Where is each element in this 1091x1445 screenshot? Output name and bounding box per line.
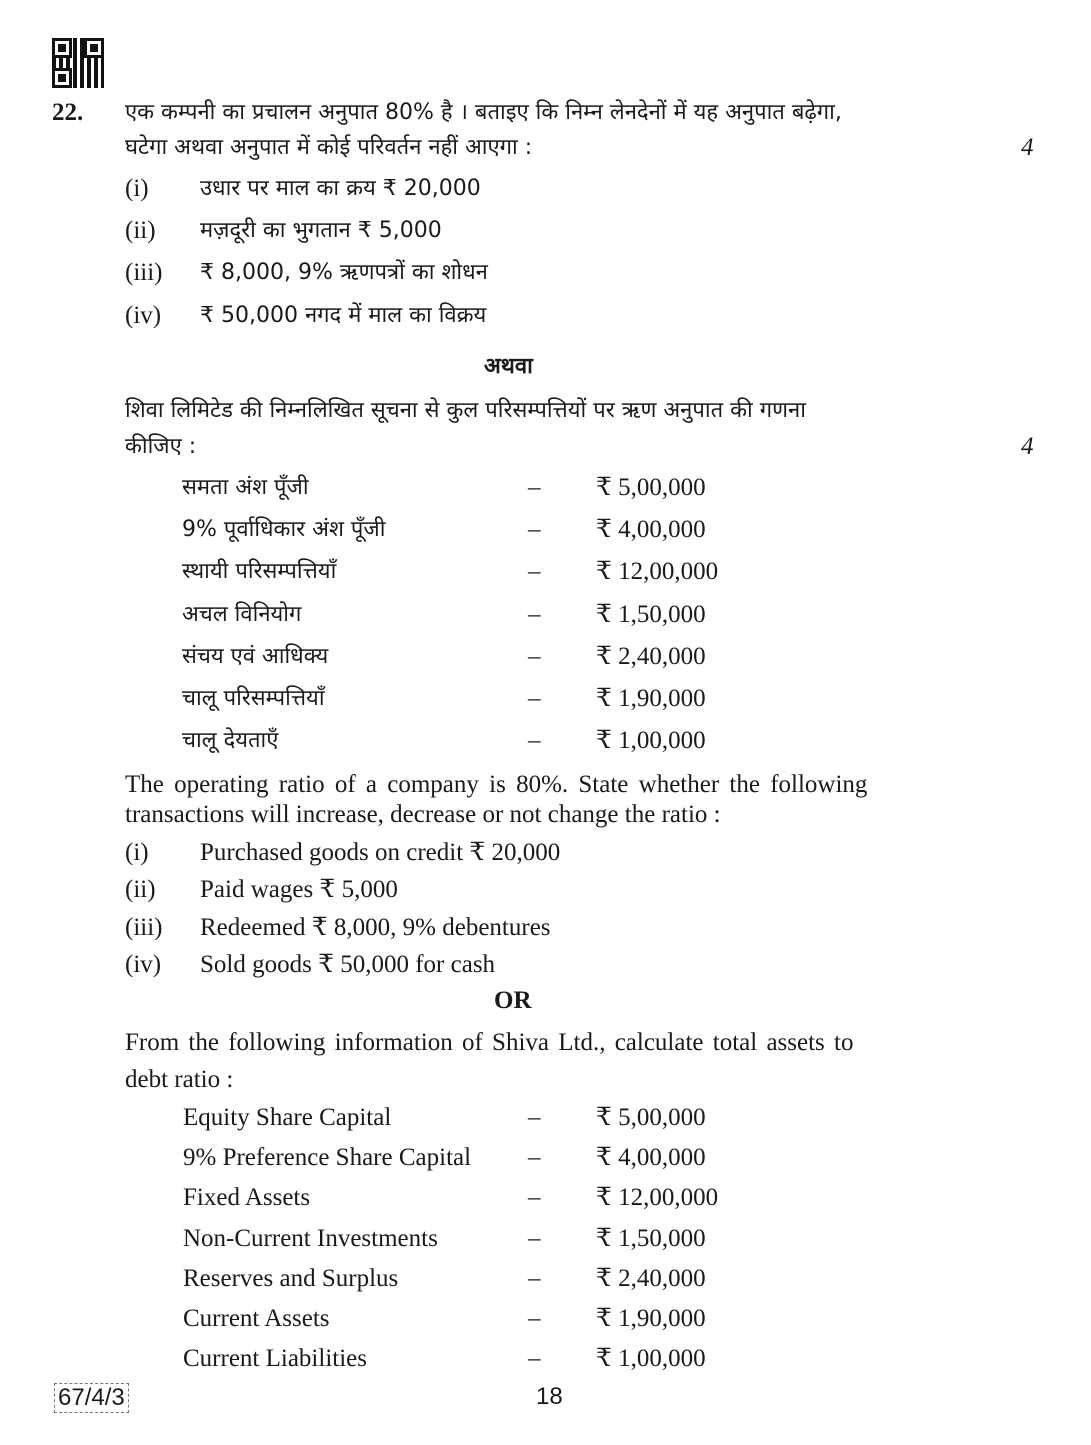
english-table-dash: – xyxy=(528,1345,541,1373)
hindi-table-dash: – xyxy=(528,642,541,670)
english-item-text: Purchased goods on credit ₹ 20,000 xyxy=(200,839,561,866)
hindi-table-amount: ₹ 1,00,000 xyxy=(596,727,706,755)
page-number: 18 xyxy=(536,1383,563,1410)
english-table-item: Non-Current Investments xyxy=(183,1224,438,1252)
english-item-text: Redeemed ₹ 8,000, 9% debentures xyxy=(200,914,551,941)
english-table-amount: ₹ 1,00,000 xyxy=(596,1345,706,1373)
hindi-table-item: अचल विनियोग xyxy=(182,601,302,627)
english-table-amount: ₹ 1,50,000 xyxy=(596,1224,706,1252)
hindi-table-item: 9% पूर्वाधिकार अंश पूँजी xyxy=(182,517,386,543)
hindi-table-item: चालू परिसम्पत्तियाँ xyxy=(182,686,325,711)
english-table-dash: – xyxy=(528,1264,541,1292)
hindi-item-text: ₹ 8,000, 9% ऋणपत्रों का शोधन xyxy=(200,260,488,285)
english-item-label: (i) xyxy=(125,839,149,866)
hindi-table-item: स्थायी परिसम्पत्तियाँ xyxy=(182,559,337,585)
hindi-item-label: (i) xyxy=(125,175,149,202)
hindi-table-amount: ₹ 12,00,000 xyxy=(596,558,719,586)
english-item-text: Sold goods ₹ 50,000 for cash xyxy=(200,951,496,978)
hindi-table-item: चालू देयताएँ xyxy=(182,728,279,754)
hindi-table-amount: ₹ 1,90,000 xyxy=(596,685,706,712)
hindi-item-text: मज़दूरी का भुगतान ₹ 5,000 xyxy=(200,218,442,243)
english-question-line-2: transactions will increase, decrease or not change the ratio : xyxy=(125,801,721,828)
english-table-item: Equity Share Capital xyxy=(183,1104,392,1131)
english-question2-line-2: debt ratio : xyxy=(125,1066,234,1093)
hindi-or-heading: अथवा xyxy=(484,354,533,379)
english-table-item: 9% Preference Share Capital xyxy=(183,1144,472,1172)
english-table-dash: – xyxy=(528,1184,541,1212)
english-table-dash: – xyxy=(528,1104,541,1131)
english-item-text: Paid wages ₹ 5,000 xyxy=(200,876,398,903)
english-table-item: Reserves and Surplus xyxy=(183,1264,399,1292)
english-question-line-1: The operating ratio of a company is 80%. State whether the following xyxy=(125,771,868,798)
english-table-item: Current Assets xyxy=(183,1305,330,1332)
english-table-dash: – xyxy=(528,1224,541,1252)
hindi-table-dash: – xyxy=(528,474,541,501)
hindi-table-dash: – xyxy=(528,727,541,755)
hindi-table-amount: ₹ 1,50,000 xyxy=(596,600,706,628)
english-table-amount: ₹ 12,00,000 xyxy=(596,1184,719,1212)
english-table-item: Current Liabilities xyxy=(183,1345,367,1373)
marks-or: 4 xyxy=(1021,433,1034,460)
english-table-amount: ₹ 5,00,000 xyxy=(596,1104,706,1131)
english-item-label: (iii) xyxy=(125,914,163,941)
hindi-item-label: (ii) xyxy=(125,217,156,244)
english-table-dash: – xyxy=(528,1305,541,1332)
english-item-label: (ii) xyxy=(125,876,156,903)
hindi-table-amount: ₹ 5,00,000 xyxy=(596,474,706,501)
hindi-question2-line-1: शिवा लिमिटेड की निम्नलिखित सूचना से कुल परिसम्पत्तियों पर ऋण अनुपात की गणना xyxy=(125,398,806,423)
english-table-amount: ₹ 1,90,000 xyxy=(596,1305,706,1332)
english-or-heading: OR xyxy=(494,987,532,1014)
marks: 4 xyxy=(1021,134,1034,161)
hindi-item-text: ₹ 50,000 नगद में माल का विक्रय xyxy=(200,303,487,328)
qr-code xyxy=(52,38,104,88)
hindi-item-label: (iii) xyxy=(125,259,163,286)
english-item-label: (iv) xyxy=(125,951,162,978)
hindi-question2-line-2: कीजिए : xyxy=(125,434,197,459)
english-table-item: Fixed Assets xyxy=(183,1184,311,1212)
question-number: 22. xyxy=(52,99,84,126)
hindi-table-item: समता अंश पूँजी xyxy=(182,475,309,500)
hindi-question-line-1: एक कम्पनी का प्रचालन अनुपात 80% है । बताइए कि निम्न लेनदेनों में यह अनुपात बढ़ेगा, xyxy=(125,100,842,125)
hindi-table-dash: – xyxy=(528,558,541,586)
english-table-dash: – xyxy=(528,1144,541,1172)
hindi-question-line-2: घटेगा अथवा अनुपात में कोई परिवर्तन नहीं आएगा : xyxy=(125,135,533,160)
hindi-table-item: संचय एवं आधिक्य xyxy=(182,643,329,669)
english-table-amount: ₹ 2,40,000 xyxy=(596,1264,706,1292)
hindi-item-label: (iv) xyxy=(125,302,162,329)
english-question2-line-1: From the following information of Shiva Ltd., calculate total assets to xyxy=(125,1029,854,1056)
paper-code: 67/4/3 xyxy=(54,1383,129,1413)
hindi-table-dash: – xyxy=(528,516,541,544)
hindi-table-dash: – xyxy=(528,685,541,712)
hindi-table-dash: – xyxy=(528,600,541,628)
english-table-amount: ₹ 4,00,000 xyxy=(596,1144,706,1172)
hindi-table-amount: ₹ 4,00,000 xyxy=(596,516,706,544)
hindi-table-amount: ₹ 2,40,000 xyxy=(596,642,706,670)
hindi-item-text: उधार पर माल का क्रय ₹ 20,000 xyxy=(200,176,481,201)
